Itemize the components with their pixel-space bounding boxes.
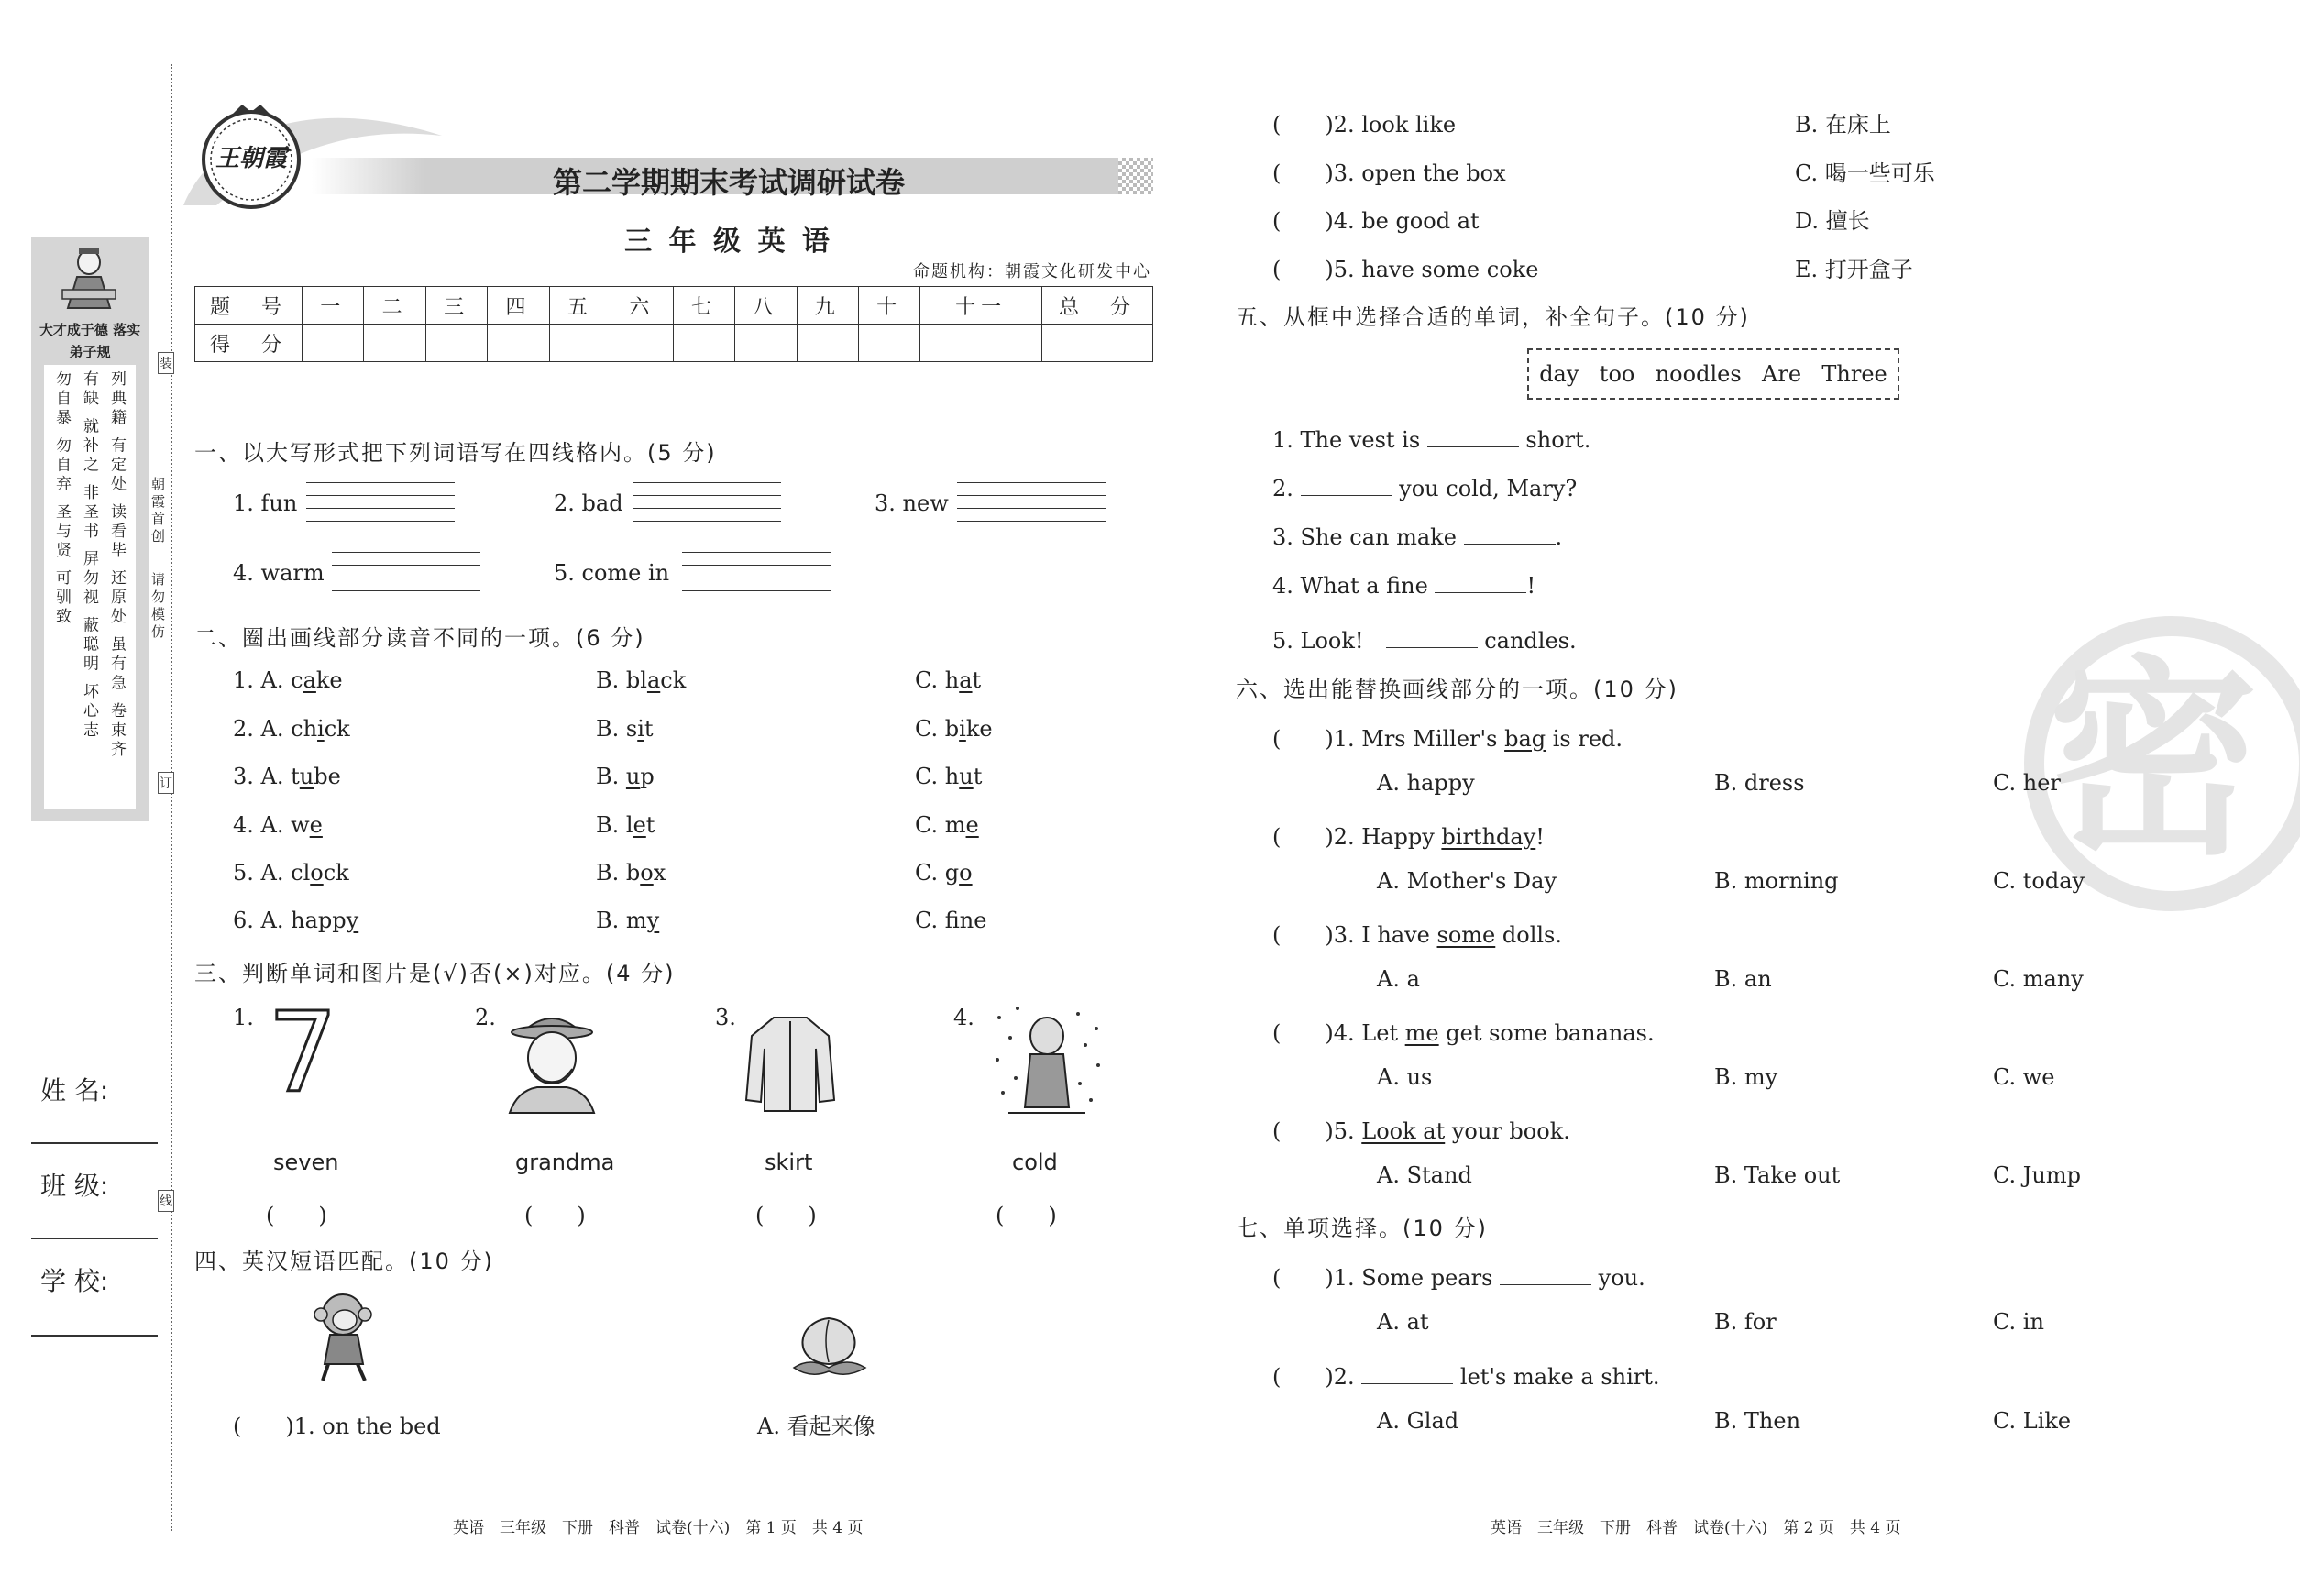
s4-left-5[interactable]: ( )5. have some coke (1272, 257, 1539, 282)
answer-blank[interactable] (1464, 525, 1556, 545)
school-input-line[interactable] (31, 1335, 158, 1337)
score-header-cell: 七 (673, 287, 734, 325)
s3-word-4: cold (1012, 1150, 1058, 1175)
s7-option[interactable]: B. for (1714, 1309, 1777, 1335)
watermark-character: 密 (2048, 639, 2260, 884)
s2-option-b[interactable]: B. sit (596, 716, 654, 742)
s2-option-c[interactable]: C. hat (915, 667, 982, 693)
name-input-line[interactable] (31, 1142, 158, 1144)
word-bank-word: too (1599, 361, 1635, 387)
answer-blank[interactable] (1500, 1266, 1591, 1285)
sidebar-verse-col1: 勿自暴 勿自弃 圣与贤 可驯致 (52, 370, 71, 628)
s2-option-a[interactable]: 4. A. we (233, 812, 323, 838)
s1-item-1: 1. fun (233, 490, 298, 516)
coat-picture (743, 1012, 838, 1115)
s6-option[interactable]: B. Take out (1714, 1162, 1841, 1188)
score-header-cell: 九 (797, 287, 858, 325)
answer-blank[interactable] (1301, 477, 1392, 496)
s4-right-e: E. 打开盒子 (1795, 257, 1913, 282)
s6-question-5[interactable]: ( )5. Look at your book. (1272, 1118, 1570, 1144)
s7-option[interactable]: C. in (1993, 1309, 2044, 1335)
word-bank-word: noodles (1655, 361, 1742, 387)
s1-writing-lines-5[interactable] (682, 552, 831, 596)
score-cell[interactable] (920, 325, 1042, 362)
exam-title: 第二学期期末考试调研试卷 (552, 165, 905, 200)
s3-num-3: 3. (715, 1005, 736, 1030)
score-header-cell: 五 (549, 287, 611, 325)
s3-num-2: 2. (475, 1005, 496, 1030)
s6-option[interactable]: A. happy (1377, 770, 1475, 796)
section6-title: 六、选出能替换画线部分的一项。(10 分) (1236, 677, 1678, 702)
class-label: 班 级: (40, 1171, 109, 1201)
s7-option[interactable]: C. Like (1993, 1408, 2072, 1434)
answer-blank[interactable] (1386, 629, 1478, 648)
score-header-cell: 四 (488, 287, 549, 325)
s1-writing-lines-3[interactable] (957, 482, 1106, 526)
score-cell[interactable] (303, 325, 364, 362)
s1-item-5: 5. come in (554, 560, 670, 586)
brand-name: 王朝霞 (215, 145, 287, 172)
s4-left-3[interactable]: ( )3. open the box (1272, 160, 1506, 186)
sidebar-verse-col3: 列典籍 有定处 读看毕 还原处 虽有急 卷束齐 (107, 370, 126, 761)
s6-option[interactable]: C. many (1993, 966, 2084, 992)
section4-title: 四、英汉短语匹配。(10 分) (194, 1249, 494, 1274)
s2-option-b[interactable]: B. box (596, 860, 666, 886)
s6-option[interactable]: C. Jump (1993, 1162, 2081, 1188)
s7-option[interactable]: A. Glad (1377, 1408, 1459, 1434)
s2-option-b[interactable]: B. let (596, 812, 655, 838)
answer-blank[interactable] (1427, 428, 1519, 447)
binding-mark-1: 装 (158, 352, 174, 374)
name-label: 姓 名: (40, 1075, 109, 1106)
s2-option-b[interactable]: B. black (596, 667, 687, 693)
s6-option[interactable]: B. my (1714, 1064, 1778, 1090)
s6-option[interactable]: A. Mother's Day (1377, 868, 1557, 894)
s2-option-c[interactable]: C. me (915, 812, 979, 838)
score-table-header-row (195, 287, 1153, 325)
score-header-cell: 题 号 (195, 287, 303, 325)
section2-title: 二、圈出画线部分读音不同的一项。(6 分) (194, 625, 645, 651)
margin-note-original: 朝霞首创 (149, 477, 166, 546)
s6-option[interactable]: B. dress (1714, 770, 1805, 796)
score-cell[interactable] (673, 325, 734, 362)
s5-sentence-1: 1. The vest is short. (1272, 427, 1591, 453)
exam-organizer: 命题机构：朝霞文化研发中心 (913, 262, 1151, 281)
binding-dotted-line (171, 64, 172, 1531)
s2-option-c[interactable]: C. go (915, 860, 973, 886)
score-header-cell: 二 (364, 287, 425, 325)
s2-option-a[interactable]: 5. A. clock (233, 860, 349, 886)
binding-mark-3: 线 (158, 1190, 174, 1212)
seven-digit-picture: 7 (268, 990, 338, 1117)
section5-title: 五、从框中选择合适的单词，补全句子。(10 分) (1236, 304, 1750, 330)
word-bank-word: day (1539, 361, 1579, 387)
score-header-cell: 一 (303, 287, 364, 325)
word-bank-box (1527, 348, 1899, 400)
s4-right-b: B. 在床上 (1795, 112, 1891, 138)
scholar-illustration (57, 242, 121, 315)
s6-option[interactable]: A. Stand (1377, 1162, 1472, 1188)
section3-title: 三、判断单词和图片是(√)否(×)对应。(4 分) (194, 961, 676, 986)
word-bank-word: Are (1762, 361, 1802, 387)
score-table (194, 286, 1153, 362)
answer-blank[interactable] (1361, 1365, 1453, 1384)
s7-question-2[interactable]: ( )2. let's make a shirt. (1272, 1364, 1660, 1390)
s3-answer-4[interactable]: ( ) (996, 1203, 1057, 1228)
footer-right: 英语 三年级 下册 科普 试卷(十六) 第 2 页 共 4 页 (1491, 1519, 1901, 1537)
score-header-cell: 三 (425, 287, 487, 325)
s7-question-1[interactable]: ( )1. Some pears you. (1272, 1265, 1645, 1291)
s1-item-2: 2. bad (554, 490, 623, 516)
score-table-score-row (195, 325, 1153, 362)
s2-option-c[interactable]: C. fne (915, 908, 987, 933)
cold-child-picture (990, 1005, 1104, 1120)
s6-option[interactable]: A. us (1377, 1064, 1433, 1090)
s3-num-4: 4. (953, 1005, 974, 1030)
s6-option[interactable]: C. today (1993, 868, 2085, 894)
score-header-cell: 十 (858, 287, 919, 325)
s2-option-a[interactable]: 2. A. chick (233, 716, 350, 742)
s5-sentence-2: 2. you cold, Mary? (1272, 476, 1578, 501)
s4-left-2[interactable]: ( )2. look like (1272, 112, 1457, 138)
word-bank-word: Three (1821, 361, 1887, 387)
s3-word-1: seven (273, 1150, 339, 1175)
s1-item-4: 4. warm (233, 560, 325, 586)
score-header-cell: 八 (735, 287, 797, 325)
s6-option[interactable]: C. her (1993, 770, 2061, 796)
s1-writing-lines-4[interactable] (332, 552, 480, 596)
s2-option-c[interactable]: C. bike (915, 716, 993, 742)
s2-option-a[interactable]: 3. A. tube (233, 764, 341, 789)
sidebar-motto: 大才成于德 落实弟子规 (39, 322, 141, 360)
s3-answer-1[interactable]: ( ) (266, 1203, 327, 1228)
s6-question-4[interactable]: ( )4. Let me get some bananas. (1272, 1020, 1655, 1046)
s1-item-3: 3. new (875, 490, 949, 516)
s2-option-a[interactable]: 6. A. happy (233, 908, 359, 933)
s4-left-1[interactable]: ( )1. on the bed (233, 1414, 441, 1439)
s5-sentence-4: 4. What a fine ! (1272, 573, 1536, 599)
class-input-line[interactable] (31, 1238, 158, 1239)
peach-picture (787, 1313, 871, 1381)
s6-option[interactable]: B. an (1714, 966, 1772, 992)
score-cell[interactable] (735, 325, 797, 362)
s2-option-a[interactable]: 1. A. cake (233, 667, 343, 693)
s5-sentence-5: 5. Look! candles. (1272, 628, 1577, 654)
s2-option-b[interactable]: B. my (596, 908, 660, 933)
s4-right-a: A. 看起来像 (757, 1414, 875, 1439)
s6-option[interactable]: C. we (1993, 1064, 2055, 1090)
s2-option-b[interactable]: B. up (596, 764, 655, 789)
margin-note-no-copy: 请勿模仿 (149, 572, 166, 642)
score-row-label: 得 分 (195, 325, 303, 362)
section7-title: 七、单项选择。(10 分) (1236, 1216, 1488, 1241)
score-cell[interactable] (858, 325, 919, 362)
s6-question-3[interactable]: ( )3. I have some dolls. (1272, 922, 1563, 948)
banner-checker (1118, 158, 1153, 194)
score-cell[interactable] (488, 325, 549, 362)
score-header-cell: 总 分 (1042, 287, 1153, 325)
answer-blank[interactable] (1435, 574, 1526, 593)
binding-mark-2: 订 (158, 772, 174, 794)
footer-left: 英语 三年级 下册 科普 试卷(十六) 第 1 页 共 4 页 (453, 1519, 864, 1537)
exam-subject: 三 年 级 英 语 (624, 226, 833, 258)
s7-option[interactable]: A. at (1377, 1309, 1429, 1335)
section1-title: 一、以大写形式把下列词语写在四线格内。(5 分) (194, 440, 717, 466)
score-cell[interactable] (611, 325, 673, 362)
s3-word-3: skirt (765, 1150, 813, 1175)
sidebar-verse-col2: 有缺 就补之 非圣书 屏勿视 蔽聪明 坏心志 (80, 370, 98, 742)
s3-word-2: grandma (515, 1150, 615, 1175)
s4-right-c: C. 喝一些可乐 (1795, 160, 1935, 186)
s6-option[interactable]: B. morning (1714, 868, 1839, 894)
s6-question-2[interactable]: ( )2. Happy birthday! (1272, 824, 1545, 850)
s1-writing-lines-2[interactable] (633, 482, 781, 526)
score-header-cell: 十一 (920, 287, 1042, 325)
s1-writing-lines-1[interactable] (306, 482, 455, 526)
s2-option-c[interactable]: C. hut (915, 764, 983, 789)
monkey-picture (310, 1289, 378, 1384)
s4-right-d: D. 擅长 (1795, 208, 1870, 234)
score-header-cell: 六 (611, 287, 673, 325)
s3-answer-2[interactable]: ( ) (524, 1203, 586, 1228)
score-cell[interactable] (425, 325, 487, 362)
score-cell[interactable] (797, 325, 858, 362)
score-cell[interactable] (364, 325, 425, 362)
s4-left-4[interactable]: ( )4. be good at (1272, 208, 1480, 234)
score-cell[interactable] (549, 325, 611, 362)
s6-question-1[interactable]: ( )1. Mrs Miller's bag is red. (1272, 726, 1623, 752)
grandpa-picture (504, 1005, 600, 1115)
s3-num-1: 1. (233, 1005, 254, 1030)
s5-sentence-3: 3. She can make . (1272, 524, 1563, 550)
school-label: 学 校: (40, 1266, 109, 1296)
s7-option[interactable]: B. Then (1714, 1408, 1801, 1434)
s6-option[interactable]: A. a (1377, 966, 1420, 992)
score-cell[interactable] (1042, 325, 1153, 362)
s3-answer-3[interactable]: ( ) (755, 1203, 817, 1228)
